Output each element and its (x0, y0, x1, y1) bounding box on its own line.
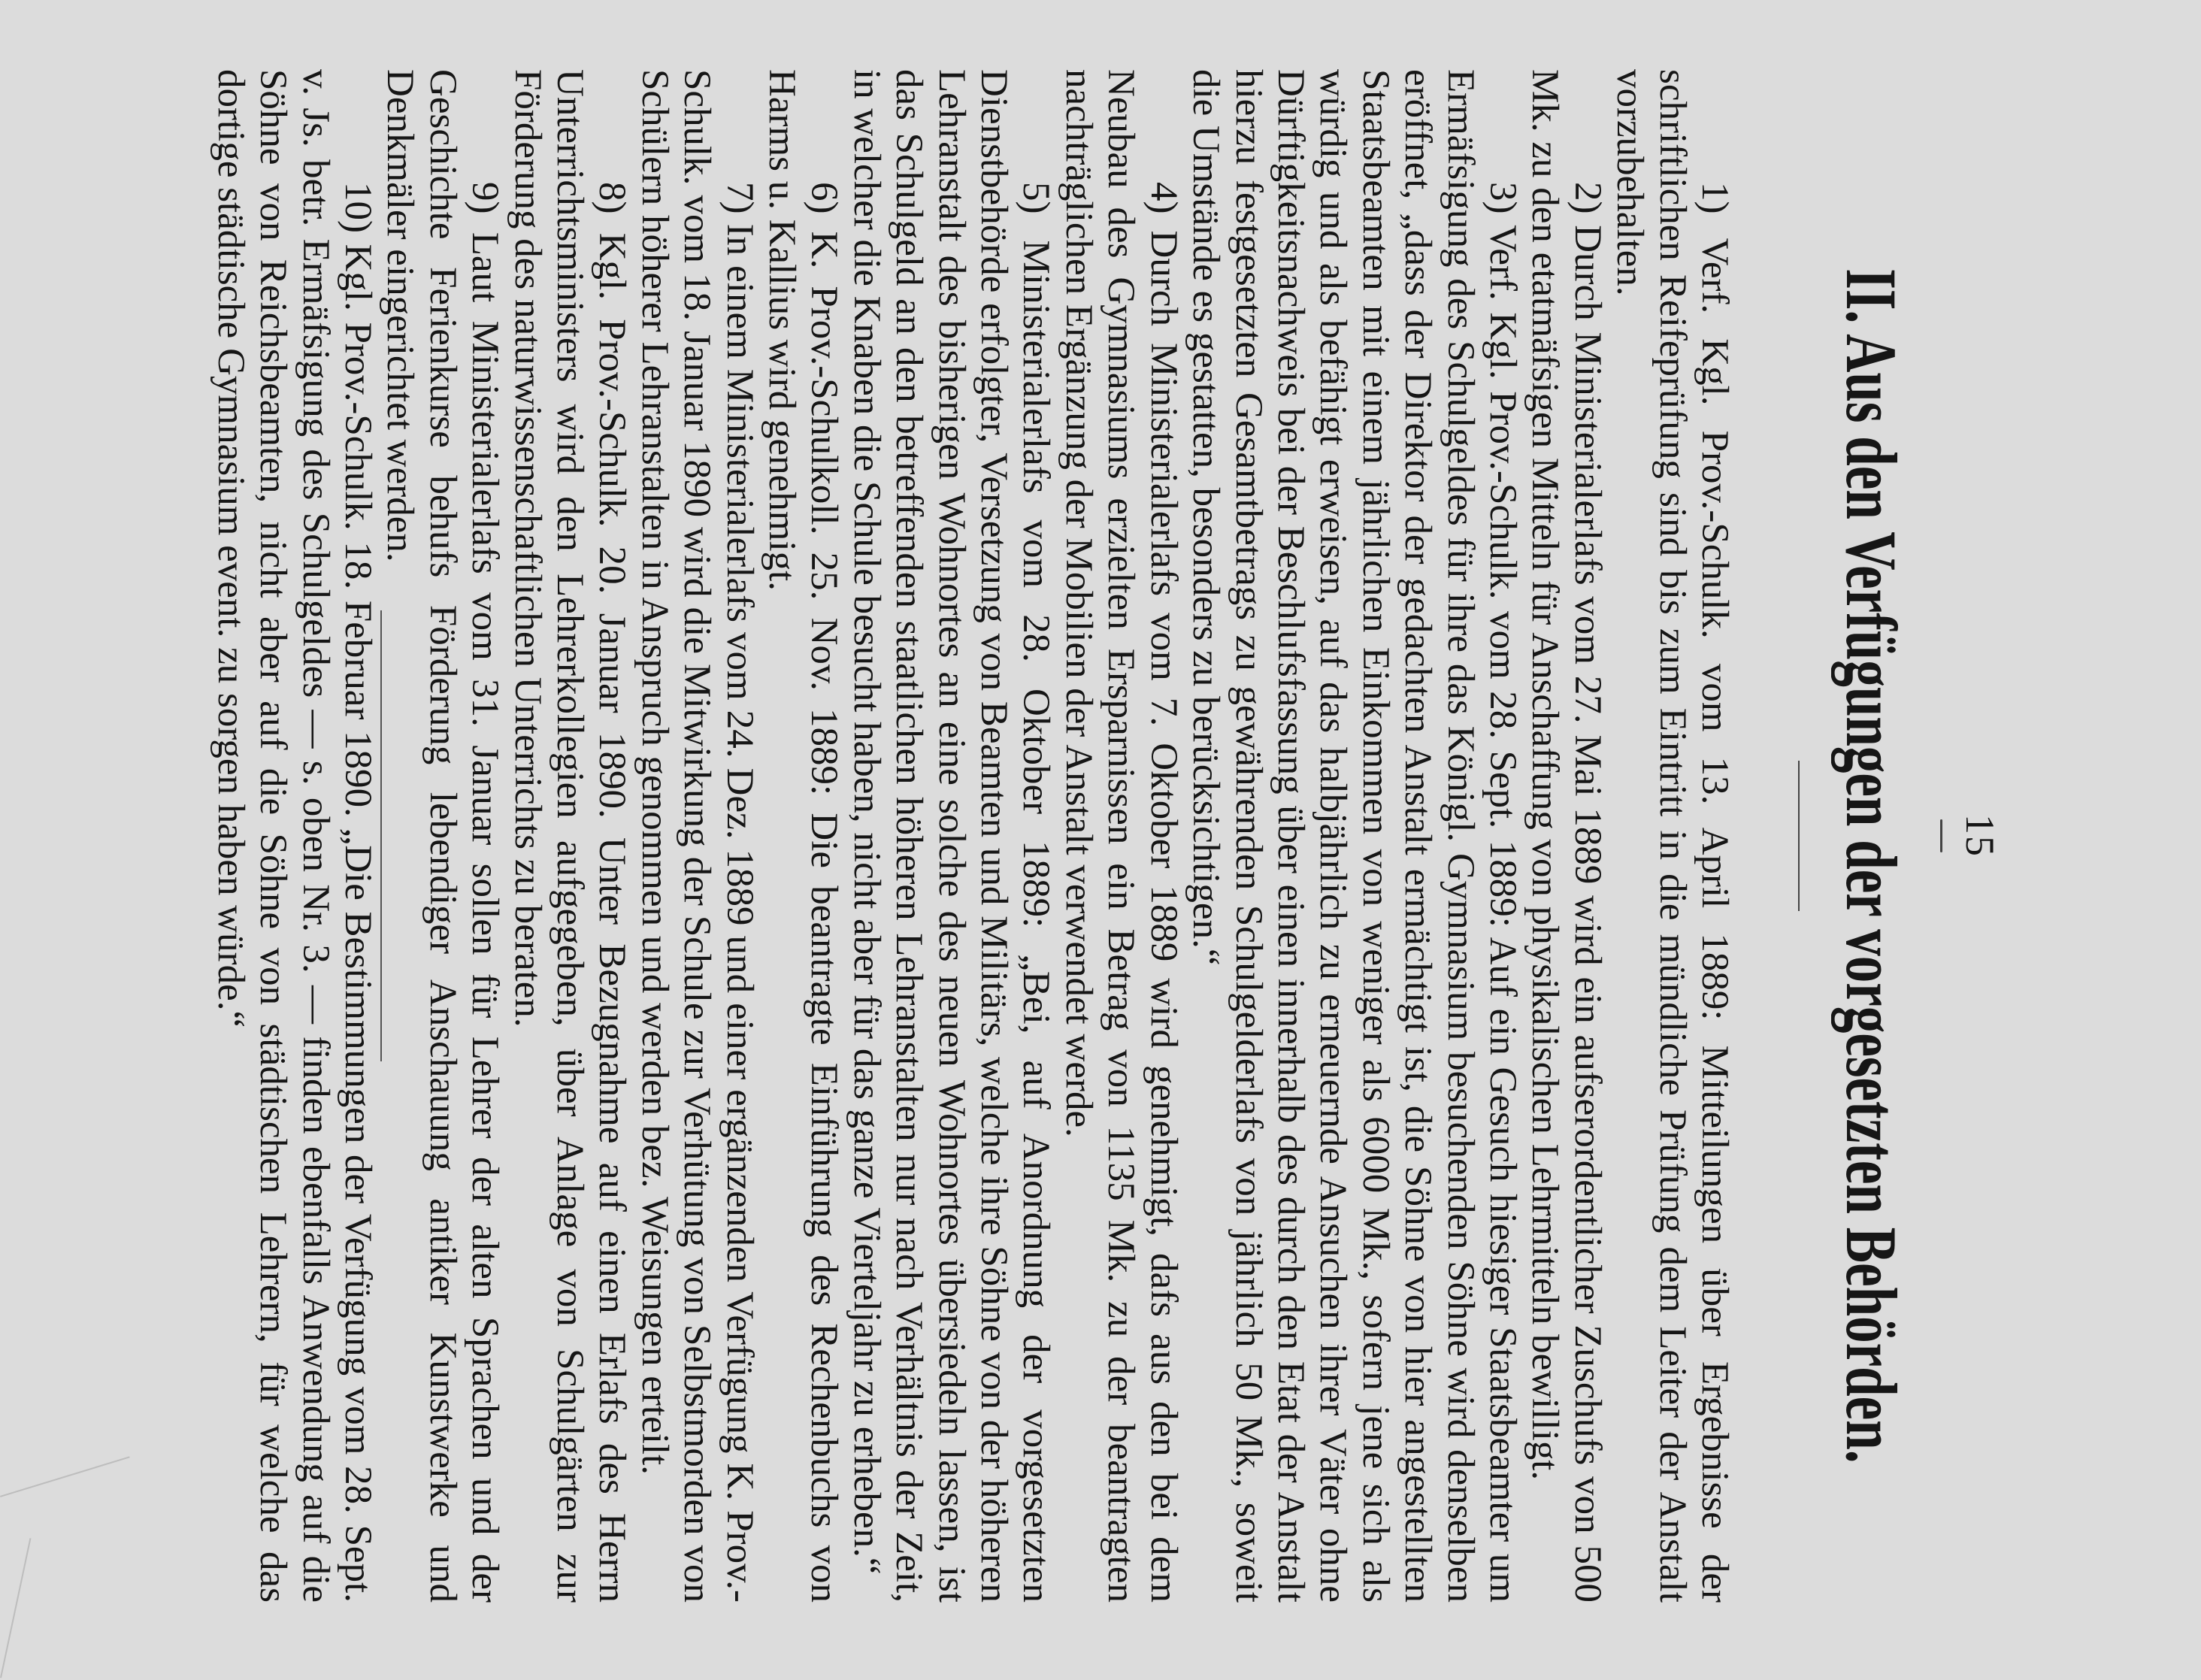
paragraph: 8) Kgl. Prov.-Schulk. 20. Januar 1890. Unter Bezugnahme auf einen Erlafs des Herrn Unterrichtsministers wird den Lehrerkollegien aufgegeben, über Anlage von Schulgärten zur Förderung des naturwissenschaftlichen Unterrichts zu beraten. (506, 69, 634, 1603)
paragraph: 7) In einem Ministerialerlafs vom 24. Dez. 1889 und einer ergänzenden Verfügung K. Prov.-Schulk. vom 18. Januar 1890 wird die Mitwirkung der Schule zur Verhütung von Selbstmorden von Schülern höherer Lehranstalten in Anspruch genommen und werden bez. Weisungen erteilt. (633, 69, 761, 1603)
paragraph: 10) Kgl. Prov.-Schulk. 18. Februar 1890. „Die Bestimmungen der Verfügung vom 28. Sept. v. Js. betr. Ermäfsigung des Schulgeldes — s. oben Nr. 3. — finden ebenfalls Anwendung auf die Söhne von Reichsbeamten, nicht aber auf die Söhne von städtischen Lehrern, für welche das dortige städtische Gymnasium event. zu sorgen haben würde.“ (209, 69, 379, 1603)
heading-rule (1798, 761, 1800, 911)
paragraph: 6) K. Prov.-Schulkoll. 25. Nov. 1889: Die beantragte Einführung des Rechenbuchs von Harms u. Kallius wird genehmigt. (761, 69, 846, 1603)
page-number: 15 (1957, 814, 2003, 858)
paragraph: 4) Durch Ministerialerlafs vom 7. Oktober 1889 wird genehmigt, dafs aus den bei dem Neubau des Gymnasiums erzielten Ersparnissen ein Betrag von 1135 Mk. zu der beantragten nachträglichen Ergänzung der Mobilien der Anstalt verwendet werde. (1057, 69, 1185, 1603)
document-page (209, 69, 2003, 1603)
closing-rule (380, 610, 382, 1061)
paper-fold-line (0, 1538, 31, 1678)
paragraph: 2) Durch Ministerialerlafs vom 27. Mai 1889 wird ein aufserordentlicher Zuschufs von 500 Mk. zu den etatmäfsigen Mitteln für Anschaffung von physikalischen Lehrmitteln bewilligt. (1524, 69, 1609, 1603)
paragraph: 3) Verf. Kgl. Prov.-Schulk. vom 28. Sept. 1889: Auf ein Gesuch hiesiger Staatsbeamter um Ermäfsigung des Schulgeldes für ihre das Königl. Gymnasium besuchenden Söhne wird denselben eröffnet, „dass der Direktor der gedachten Anstalt ermächtigt ist, die Söhne von hier angestellten Staatsbeamten mit einem jährlichen Einkommen von weniger als 6000 Mk., sofern jene sich als würdig und als befähigt erweisen, auf das halbjährlich zu erneuernde Ansuchen ihrer Väter ohne Dürftigkeitsnachweis bei der Beschlufsfassung über einen innerhalb des durch den Etat der Anstalt hierzu festgesetzten Gesamtbetrags zu gewährenden Schulgelderlafs von jährlich 50 Mk., soweit die Umstände es gestatten, besonders zu berücksichtigen.“ (1185, 69, 1524, 1603)
section-heading: II. Aus den Verfügungen der vorgesetzten Behörden. (1831, 268, 1912, 1464)
paper-fold-line (0, 1456, 130, 1497)
paragraph: 9) Laut Ministerialerlafs vom 31. Januar sollen für Lehrer der alten Sprachen und der Geschichte Ferienkurse behufs Förderung lebendiger Anschauung antiker Kunstwerke und Denkmäler eingerichtet werden. (379, 69, 507, 1603)
paragraph: 1) Verf. Kgl. Prov.-Schulk. vom 13. April 1889: Mitteilungen über Ergebnisse der schriftlichen Reifeprüfung sind bis zum Eintritt in die mündliche Prüfung dem Leiter der Anstalt vorzubehalten. (1609, 69, 1736, 1603)
page-number-ornament (1940, 819, 1942, 852)
paragraph: 5) Ministerialerlafs vom 28. Oktober 1889: „Bei, auf Anordnung der vorgesetzten Dienstbehörde erfolgter, Versetzung von Beamten und Militärs, welche ihre Söhne von der höheren Lehranstalt des bisherigen Wohnortes an eine solche des neuen Wohnortes übersiedeln lassen, ist das Schulgeld an den betreffenden staatlichen höheren Lehranstalten nur nach Verhältnis der Zeit, in welcher die Knaben die Schule besucht haben, nicht aber für das ganze Vierteljahr zu erheben.“ (845, 69, 1058, 1603)
body-text (209, 69, 1736, 1603)
